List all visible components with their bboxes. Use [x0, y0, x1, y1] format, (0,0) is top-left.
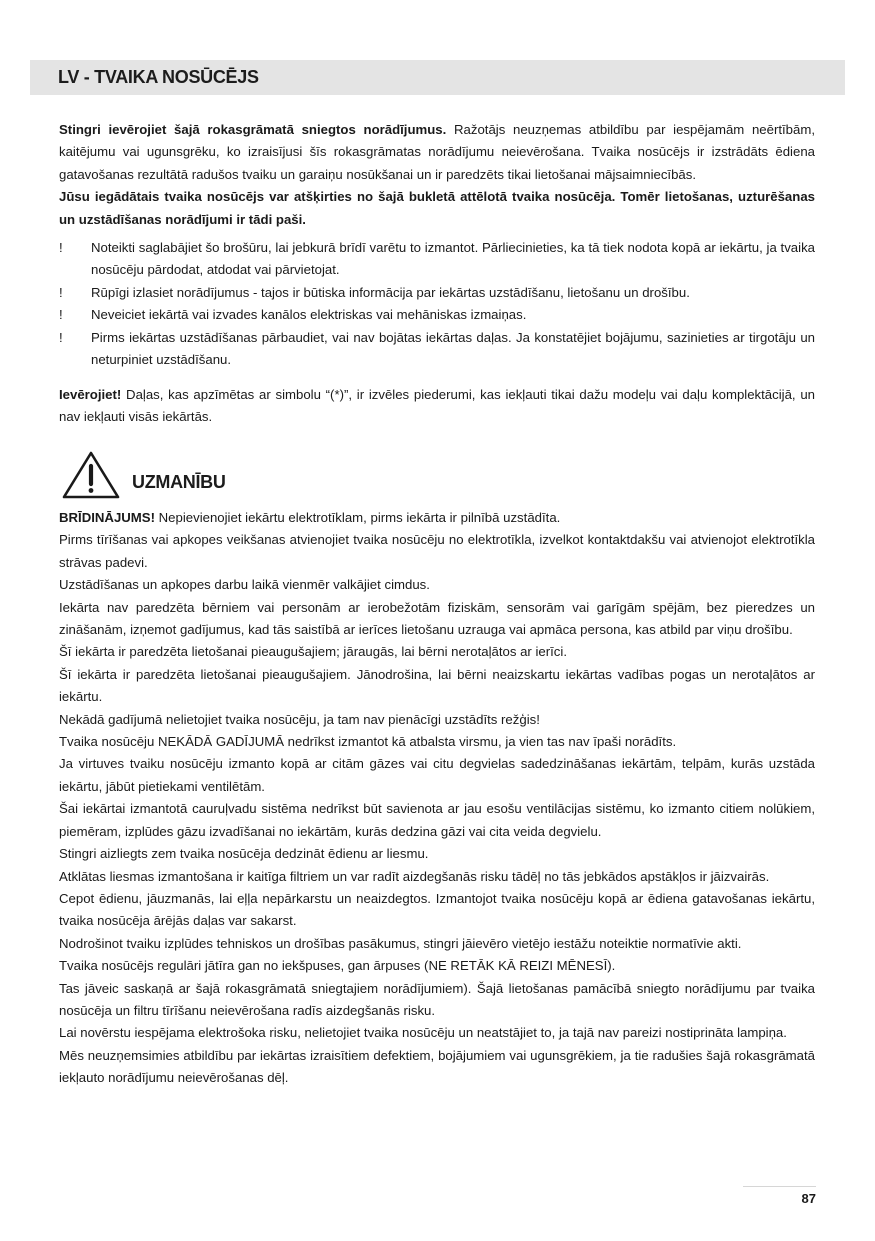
list-item-text: Rūpīgi izlasiet norādījumus - tajos ir būtiska informācija par iekārtas uzstādīšanu, lietošanu un drošību.	[91, 284, 690, 300]
warning-paragraph: Nekādā gadījumā nelietojiet tvaika nosūcēju, ja tam nav pienācīgi uzstādīts režģis!	[59, 711, 540, 727]
intro-text: Ražotājs neuzņemas atbildību par iespējamām neērtībām, kaitējumu vai ugunsgrēku, ko izraisījusi šīs rokasgrāmatas norādījumu neievērošana. Tvaika nosūcējs ir izstrādāts ēdiena gatavošanas rezultātā radušos tvaiku un garaiņu nosūkšanai un ir paredzēts tikai lietošanai mājsaimniecībās.	[59, 122, 815, 182]
intro-section	[59, 119, 815, 231]
warning-lead	[59, 507, 815, 529]
page-number: 87	[801, 1191, 816, 1206]
section-header	[30, 60, 845, 95]
exclamation-bullet-icon: !	[59, 329, 63, 345]
warning-paragraph: Lai novērstu iespējama elektrošoka risku, nelietojiet tvaika nosūcēju un neatstājiet to, ja tajā nav pareizi nostiprināta lampiņa.	[59, 1025, 787, 1041]
warning-paragraph: Šī iekārta ir paredzēta lietošanai pieaugušajiem; jāraugās, lai bērni nerotaļātos ar ierīci.	[59, 644, 567, 660]
list-item	[59, 282, 815, 304]
warning-paragraph: Atklātas liesmas izmantošana ir kaitīga filtriem un var radīt aizdegšanās risku tādēļ no tās jebkādos apstākļos ir jāizvairās.	[59, 868, 770, 884]
intro-paragraph	[59, 119, 815, 186]
warning-paragraph: Iekārta nav paredzēta bērniem vai personām ar ierobežotām fiziskām, sensorām vai garīgām spējām, bez pieredzes un zināšanām, izņemot gadījumus, kad tās saistībā ar ierīces lietošanu uzrauga vai apmāca persona, kas atbild par viņu drošību.	[59, 599, 815, 638]
list-item	[59, 237, 815, 282]
footer-divider	[743, 1186, 816, 1187]
warning-paragraph: Cepot ēdienu, jāuzmanās, lai eļļa nepārkarstu un neaizdegtos. Izmantojot tvaika nosūcēju kopā ar ēdiena gatavošanas iekārtu, tvaika nosūcēja ārējās daļas var sakarst.	[59, 890, 815, 929]
warning-paragraph: Ja virtuves tvaiku nosūcēju izmanto kopā ar citām gāzes vai citu degvielas sadedzināšanas iekārtām, telpām, kurās uzstāda iekārtu, jābūt pietiekami ventilētām.	[59, 756, 815, 794]
notice-label: Ievērojiet!	[59, 387, 122, 402]
warning-paragraph: Tvaika nosūcējs regulāri jātīra gan no iekšpuses, gan ārpuses (NE RETĀK KĀ REIZI MĒNESĪ).	[59, 958, 616, 974]
warning-paragraph: Tvaika nosūcēju NEKĀDĀ GADĪJUMĀ nedrīkst izmantot kā atbalsta virsmu, ja vien tas nav īpaši norādīts.	[59, 734, 677, 750]
list-item-text: Noteikti saglabājiet šo brošūru, lai jebkurā brīdī varētu to izmantot. Pārliecinieties, ka tā tiek nodota kopā ar iekārtu, ja tvaika nosūcēju pārdodat, atdodat vai pārvietojat.	[91, 240, 815, 278]
notice-paragraph	[59, 384, 815, 429]
bullet-list	[59, 237, 815, 371]
warning-lead-label: BRĪDINĀJUMS!	[59, 510, 155, 525]
exclamation-bullet-icon: !	[59, 240, 63, 255]
list-item	[59, 304, 815, 326]
warning-paragraph: Stingri aizliegts zem tvaika nosūcēja dedzināt ēdienu ar liesmu.	[59, 846, 429, 862]
list-item-text: Pirms iekārtas uzstādīšanas pārbaudiet, vai nav bojātas iekārtas daļas. Ja konstatējiet bojājumu, sazinieties ar tirgotāju un neturpiniet uzstādīšanu.	[91, 329, 815, 368]
notice-section	[59, 384, 815, 429]
list-item-text: Neveiciet iekārtā vai izvades kanālos elektriskas vai mehāniskas izmaiņas.	[91, 307, 527, 323]
exclamation-bullet-icon: !	[59, 307, 63, 323]
list-item	[59, 327, 815, 372]
warning-title: UZMANĪBU	[132, 472, 226, 492]
warning-paragraph: Pirms tīrīšanas vai apkopes veikšanas atvienojiet tvaika nosūcēju no elektrotīkla, izvelkot kontaktdakšu vai atvienojot elektrotīkla strāvas padevi.	[59, 532, 815, 570]
intro-strong-note: Jūsu iegādātais tvaika nosūcējs var atšķirties no šajā bukletā attēlotā tvaika nosūcēja. Tomēr lietošanas, uzturēšanas un uzstādīšanas norādījumi ir tādi paši.	[59, 189, 815, 227]
notice-text: Daļas, kas apzīmētas ar simbolu “(*)”, ir izvēles piederumi, kas iekļauti tikai dažu modeļu vai daļu komplektācijā, un nav iekļauti visās iekārtās.	[59, 387, 815, 425]
warning-lead-text: Nepievienojiet iekārtu elektrotīklam, pirms iekārta ir pilnībā uzstādīta.	[154, 510, 561, 525]
warning-paragraph: Šī iekārta ir paredzēta lietošanai pieaugušajiem. Jānodrošina, lai bērni neaizskartu iekārtas vadības pogas un nerotaļātos ar iekārtu.	[59, 666, 815, 705]
warning-paragraph: Uzstādīšanas un apkopes darbu laikā vienmēr valkājiet cimdus.	[59, 577, 430, 593]
warning-paragraph: Nodrošinot tvaiku izplūdes tehniskos un drošības pasākumus, stingri jāievēro vietējo iestāžu noteiktie normatīvie akti.	[59, 935, 742, 951]
warning-paragraph: Šai iekārtai izmantotā cauruļvadu sistēma nedrīkst būt savienota ar jau esošu ventilācijas sistēmu, ko izmanto citiem nolūkiem, piemēram, izplūdes gāzu izvadīšanai no iekārtām, kurās dedzina gāzi vai cita veida degvielu.	[59, 801, 815, 839]
warning-triangle-icon	[61, 450, 121, 500]
section-title: LV - TVAIKA NOSŪCĒJS	[58, 67, 259, 87]
exclamation-bullet-icon: !	[59, 284, 63, 300]
warning-section	[59, 507, 815, 1090]
intro-strong-lead: Stingri ievērojiet šajā rokasgrāmatā sniegtos norādījumus.	[59, 122, 447, 137]
warning-paragraph: Mēs neuzņemsimies atbildību par iekārtas izraisītiem defektiem, bojājumiem vai ugunsgrēkiem, ja tie radušies šajā rokasgrāmatā iekļauto norādījumu neievērošanas dēļ.	[59, 1047, 815, 1086]
warning-paragraph: Tas jāveic saskaņā ar šajā rokasgrāmatā sniegtajiem norādījumiem). Šajā lietošanas pamācībā sniegto norādījumu par tvaika nosūcēja un filtru tīrīšanu neievērošana radīs aizdegšanās risku.	[59, 980, 815, 1018]
